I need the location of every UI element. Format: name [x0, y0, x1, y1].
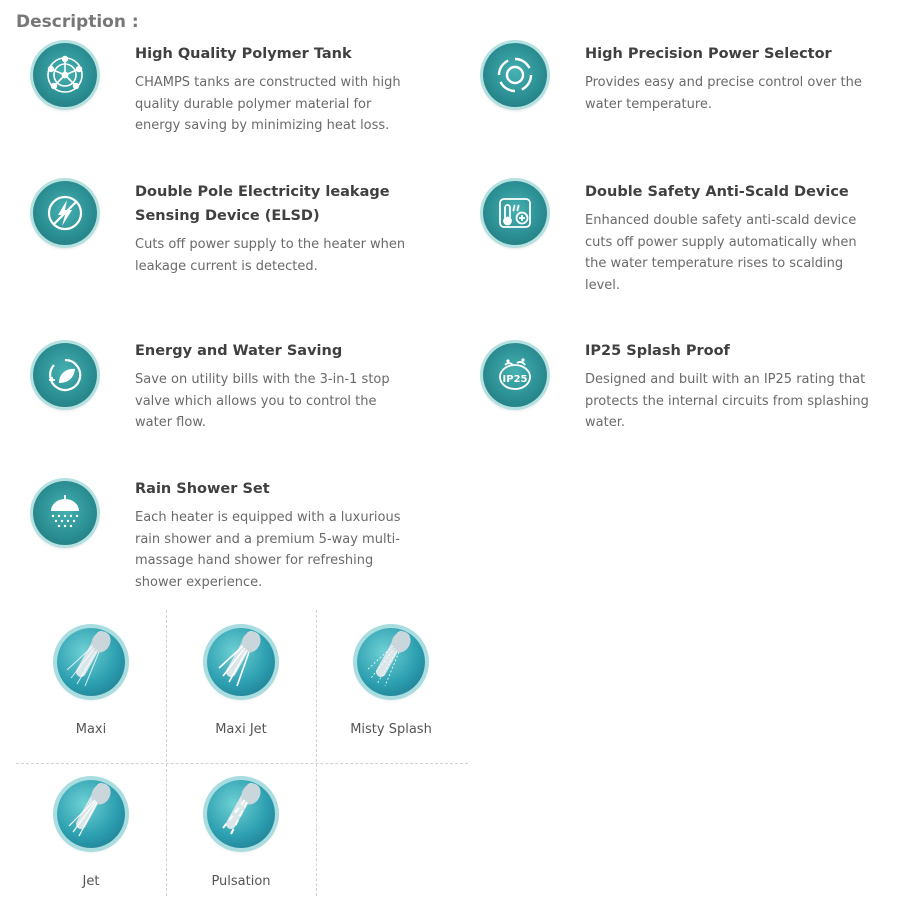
- spray-mode-jet: [16, 780, 166, 889]
- feature-power-selector: [585, 42, 885, 115]
- spray-mode-maxi: [16, 628, 166, 737]
- feature-description: CHAMPS tanks are constructed with high quality durable polymer material for energy saving by minimizing heat loss.: [135, 75, 401, 133]
- feature-anti-scald: [585, 180, 885, 296]
- feature-description: Enhanced double safety anti-scald device cuts off power supply automatically when the water temperature rises to scalding level.: [585, 213, 857, 293]
- spray-mode-label: Jet: [82, 874, 100, 889]
- hand-shower-pulsation-icon: [207, 780, 275, 848]
- hand-shower-maxi-jet-icon: [207, 628, 275, 696]
- feature-title: Rain Shower Set: [135, 481, 270, 497]
- page-heading: Description :: [16, 12, 139, 32]
- feature-description: Provides easy and precise control over the water temperature.: [585, 75, 862, 112]
- rain-shower-icon: [33, 481, 97, 545]
- feature-title: Energy and Water Saving: [135, 343, 343, 359]
- feature-description: Designed and built with an IP25 rating that protects the internal circuits from splashing water.: [585, 372, 869, 430]
- feature-description: Each heater is equipped with a luxurious rain shower and a premium 5-way multi-massage hand shower for refreshing shower experience.: [135, 510, 401, 590]
- feature-description: Cuts off power supply to the heater when leakage current is detected.: [135, 237, 406, 274]
- spray-mode-label: Maxi Jet: [215, 722, 267, 737]
- spray-mode-label: Pulsation: [211, 874, 271, 889]
- feature-rain-shower-set: [135, 477, 435, 593]
- no-electricity-icon: [33, 181, 97, 245]
- grid-divider: [16, 763, 468, 764]
- spray-mode-maxi-jet: [166, 628, 316, 737]
- feature-title: IP25 Splash Proof: [585, 343, 730, 359]
- spray-mode-misty-splash: [316, 628, 466, 737]
- polymer-molecule-icon: [33, 43, 97, 107]
- power-selector-dial-icon: [483, 43, 547, 107]
- spray-mode-label: Misty Splash: [350, 722, 432, 737]
- feature-title: Double Safety Anti-Scald Device: [585, 184, 849, 200]
- feature-ip25-splash-proof: [585, 339, 885, 434]
- feature-title: High Quality Polymer Tank: [135, 46, 352, 62]
- feature-description: Save on utility bills with the 3-in-1 stop valve which allows you to control the water flow.: [135, 372, 390, 430]
- feature-title: High Precision Power Selector: [585, 46, 832, 62]
- feature-elsd: [135, 180, 435, 277]
- splash-proof-icon: [483, 343, 547, 407]
- feature-energy-water-saving: [135, 339, 435, 434]
- hand-shower-misty-splash-icon: [357, 628, 425, 696]
- spray-mode-label: Maxi: [75, 722, 107, 737]
- feature-polymer-tank: [135, 42, 435, 137]
- hand-shower-jet-icon: [57, 780, 125, 848]
- ip25-icon-text: IP25: [502, 374, 528, 385]
- hand-shower-maxi-icon: [57, 628, 125, 696]
- spray-mode-grid: [16, 610, 468, 896]
- feature-title: Double Pole Electricity leakage Sensing Device (ELSD): [135, 184, 390, 224]
- spray-mode-pulsation: [166, 780, 316, 889]
- eco-plug-icon: [33, 343, 97, 407]
- anti-scald-thermometer-icon: [483, 181, 547, 245]
